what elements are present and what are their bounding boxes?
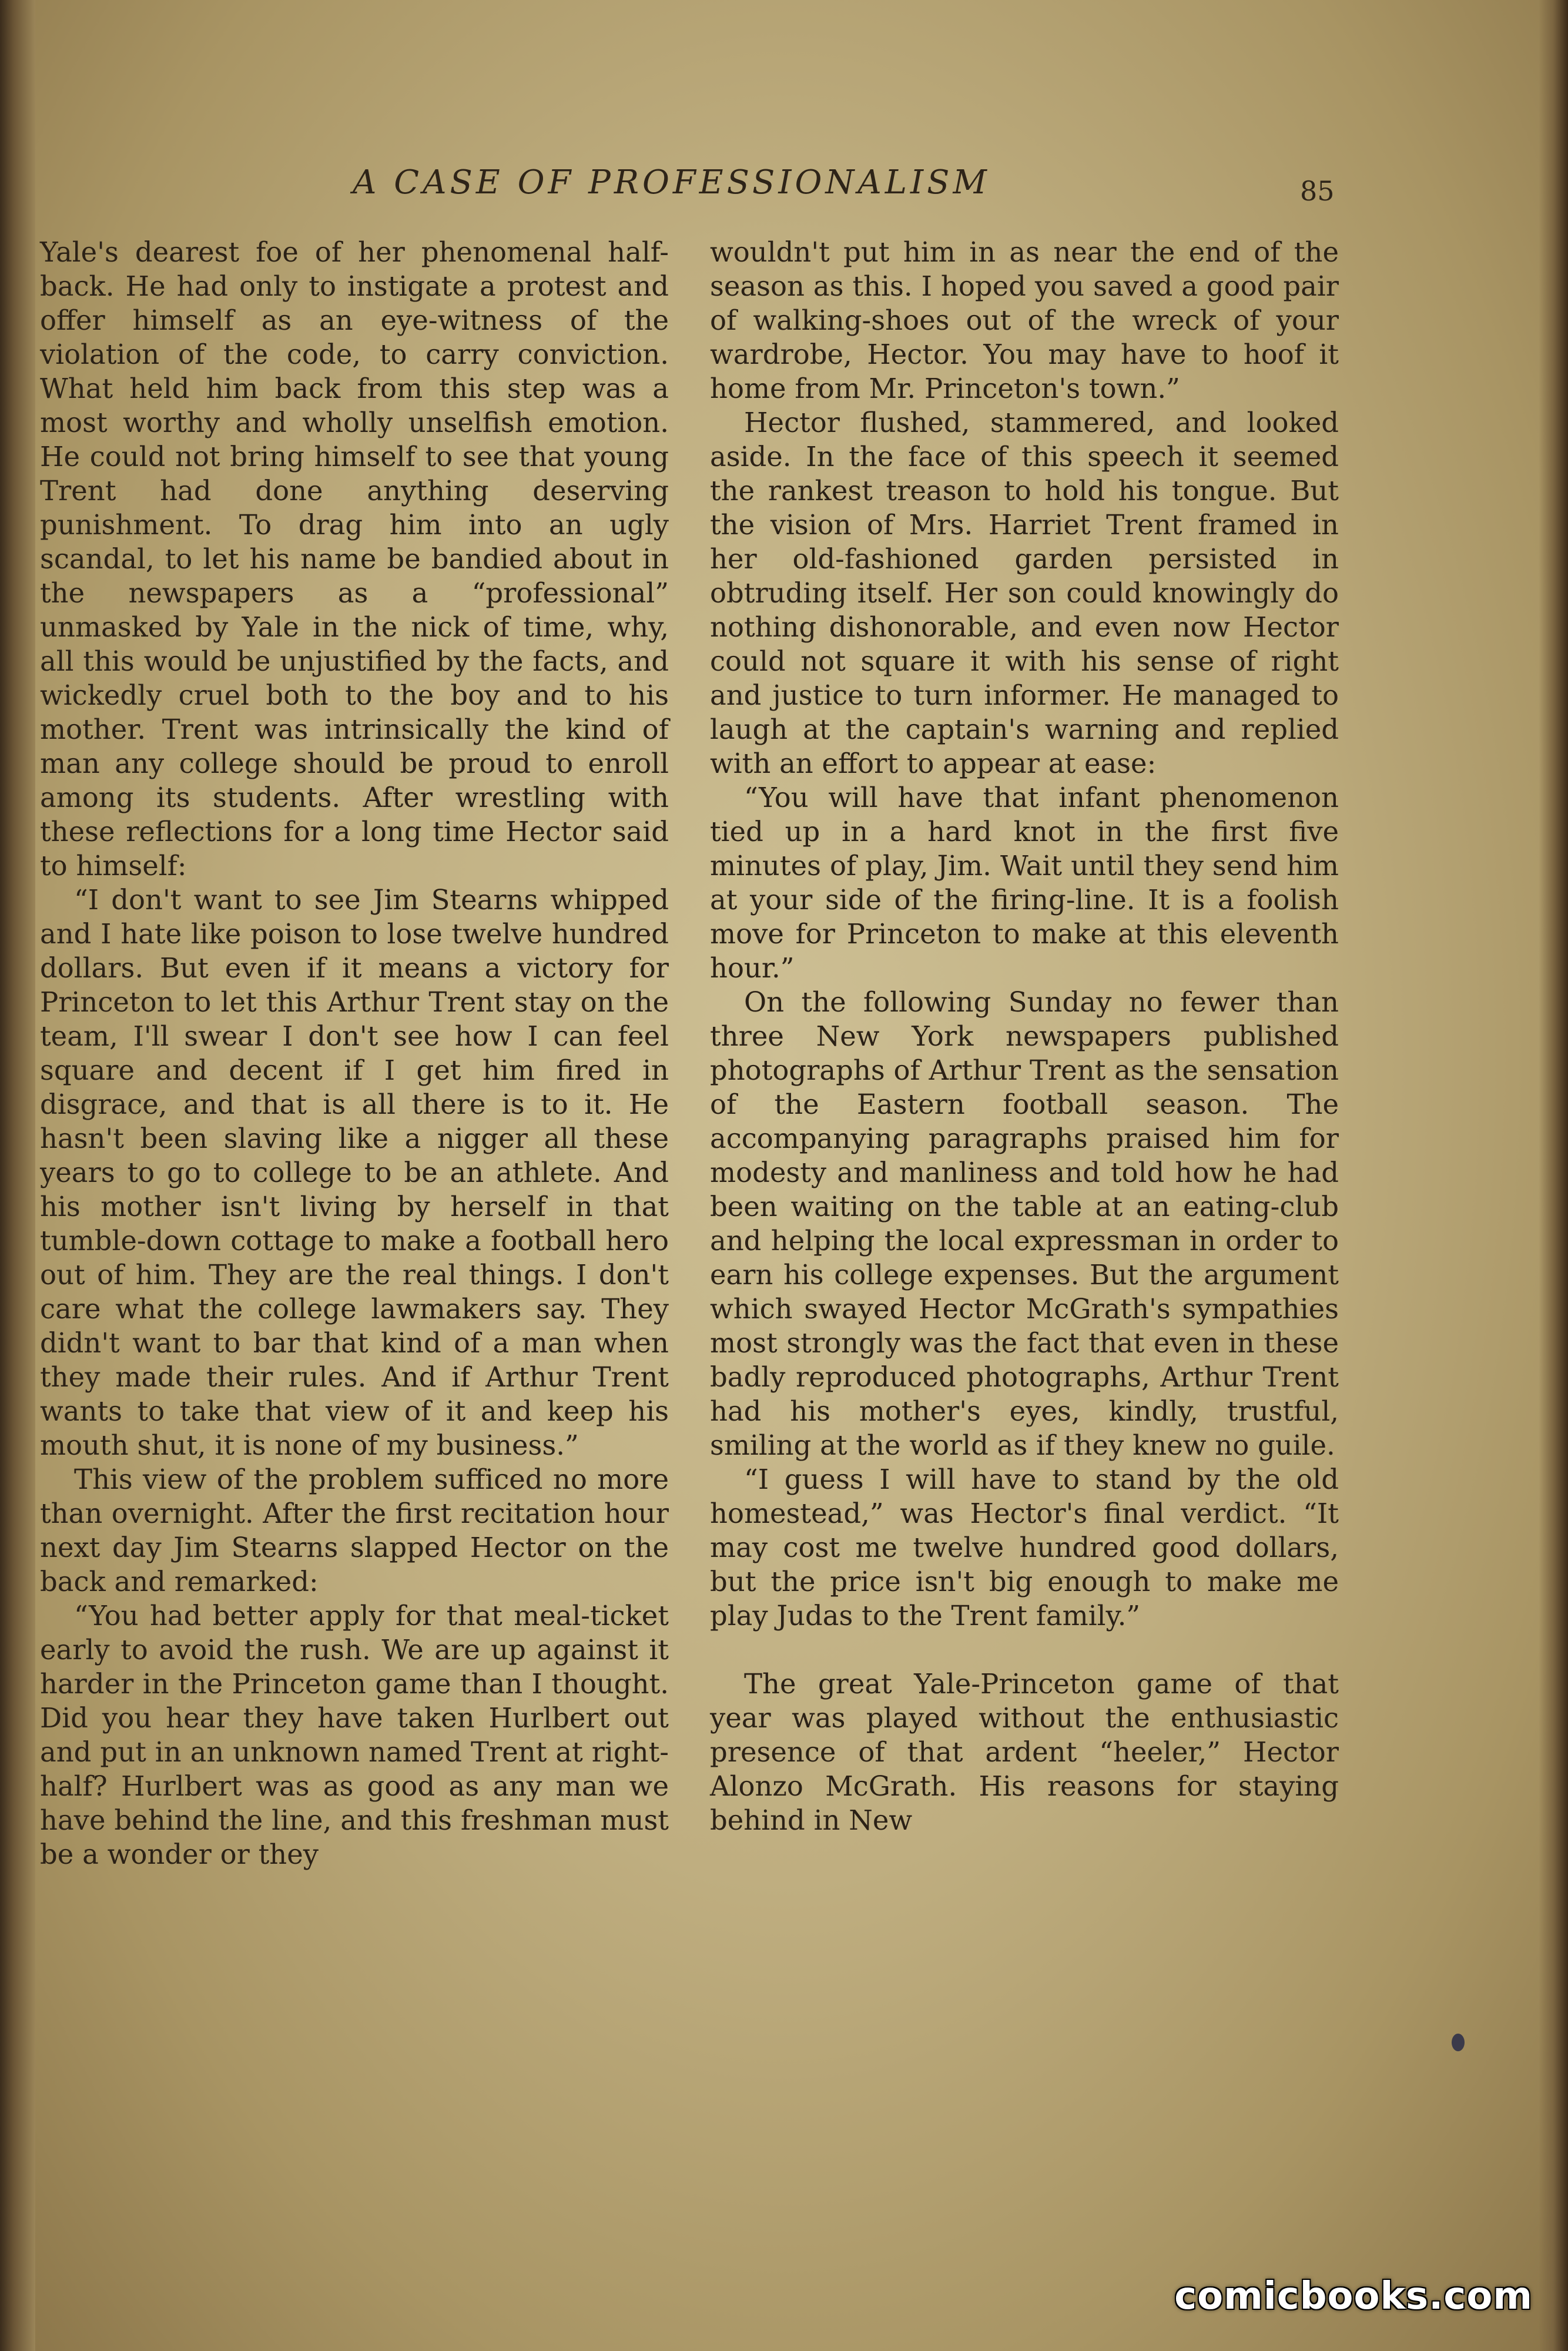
page-edge — [1539, 0, 1568, 2351]
paragraph: “You had better apply for that meal-ticket early to avoid the rush. We are up against it harder in the Princeton game than I thought. Did you hear they have taken Hurlbert out and put in an unknown named Trent at right-half? Hurlbert was as good as any man we have behind the line, and this freshman must be a wonder or they — [40, 1600, 669, 1870]
paragraph: “I don't want to see Jim Stearns whipped and I hate like poison to lose twelve hundred dollars. But even if it means a victory for Princeton to let this Arthur Trent stay on the team, I'll swear I don't see how I can feel square and decent if I get him fired in disgrace, and that is all there is to it. He hasn't been slaving like a nigger all these years to go to college to be an athlete. And his mother isn't living by herself in that tumble-down cottage to make a football hero out of him. They are the real things. I don't care what the college lawmakers say. They didn't want to bar that kind of a man when they made their rules. And if Arthur Trent wants to take that view of it and keep his mouth shut, it is none of my business.” — [40, 884, 669, 1461]
binding-gutter — [0, 0, 35, 2351]
paragraph: “You will have that infant phenomenon tied up in a hard knot in the first five minutes of play, Jim. Wait until they send him at your side of the firing-line. It is a foolish move for Princeton to make at this eleventh hour.” — [710, 782, 1339, 984]
paragraph: This view of the problem sufficed no more than overnight. After the first recitation hour next day Jim Stearns slapped Hector on the back and remarked: — [40, 1463, 669, 1598]
paragraph: wouldn't put him in as near the end of the season as this. I hoped you saved a good pair of walking-shoes out of the wreck of your wardrobe, Hector. You may have to hoof it home from Mr. Princeton's town.” — [710, 236, 1339, 404]
right-column — [710, 235, 1339, 1837]
paragraph: Hector flushed, stammered, and looked aside. In the face of this speech it seemed the rankest treason to hold his tongue. But the vision of Mrs. Harriet Trent framed in her old-fashioned garden persisted in obtruding itself. Her son could knowingly do nothing dishonorable, and even now Hector could not square it with his sense of right and justice to turn informer. He managed to laugh at the captain's warning and replied with an effort to appear at ease: — [710, 407, 1339, 779]
ink-spot — [1452, 2034, 1465, 2051]
paragraph: “I guess I will have to stand by the old homestead,” was Hector's final verdict. “It may cost me twelve hundred good dollars, but the price isn't big enough to make me play Judas to the Trent family.” — [710, 1463, 1339, 1632]
paragraph: The great Yale-Princeton game of that year was played without the enthusiastic presence of that ardent “heeler,” Hector Alonzo McGrath. His reasons for staying behind in New — [710, 1668, 1339, 1836]
paragraph: On the following Sunday no fewer than three New York newspapers published photographs of Arthur Trent as the sensation of the Eastern football season. The accompanying paragraphs praised him for modesty and manliness and told how he had been waiting on the table at an eating-club and helping the local expressman in order to earn his college expenses. But the argument which swayed Hector McGrath's sympathies most strongly was the fact that even in these badly reproduced photographs, Arthur Trent had his mother's eyes, kindly, trustful, smiling at the world as if they knew no guile. — [710, 986, 1339, 1461]
paragraph: Yale's dearest foe of her phenomenal half-back. He had only to instigate a protest and offer himself as an eye-witness of the violation of the code, to carry conviction. What held him back from this step was a most worthy and wholly unselfish emotion. He could not bring himself to see that young Trent had done anything deserving punishment. To drag him into an ugly scandal, to let his name be bandied about in the newspapers as a “professional” unmasked by Yale in the nick of time, why, all this would be unjustified by the facts, and wickedly cruel both to the boy and to his mother. Trent was intrinsically the kind of man any college should be proud to enroll among its students. After wrestling with these reflections for a long time Hector said to himself: — [40, 236, 669, 882]
left-column — [40, 235, 669, 1871]
running-head: A CASE OF PROFESSIONALISM — [353, 163, 990, 202]
watermark: comicbooks.com — [1174, 2275, 1533, 2318]
page-number: 85 — [1300, 175, 1335, 207]
